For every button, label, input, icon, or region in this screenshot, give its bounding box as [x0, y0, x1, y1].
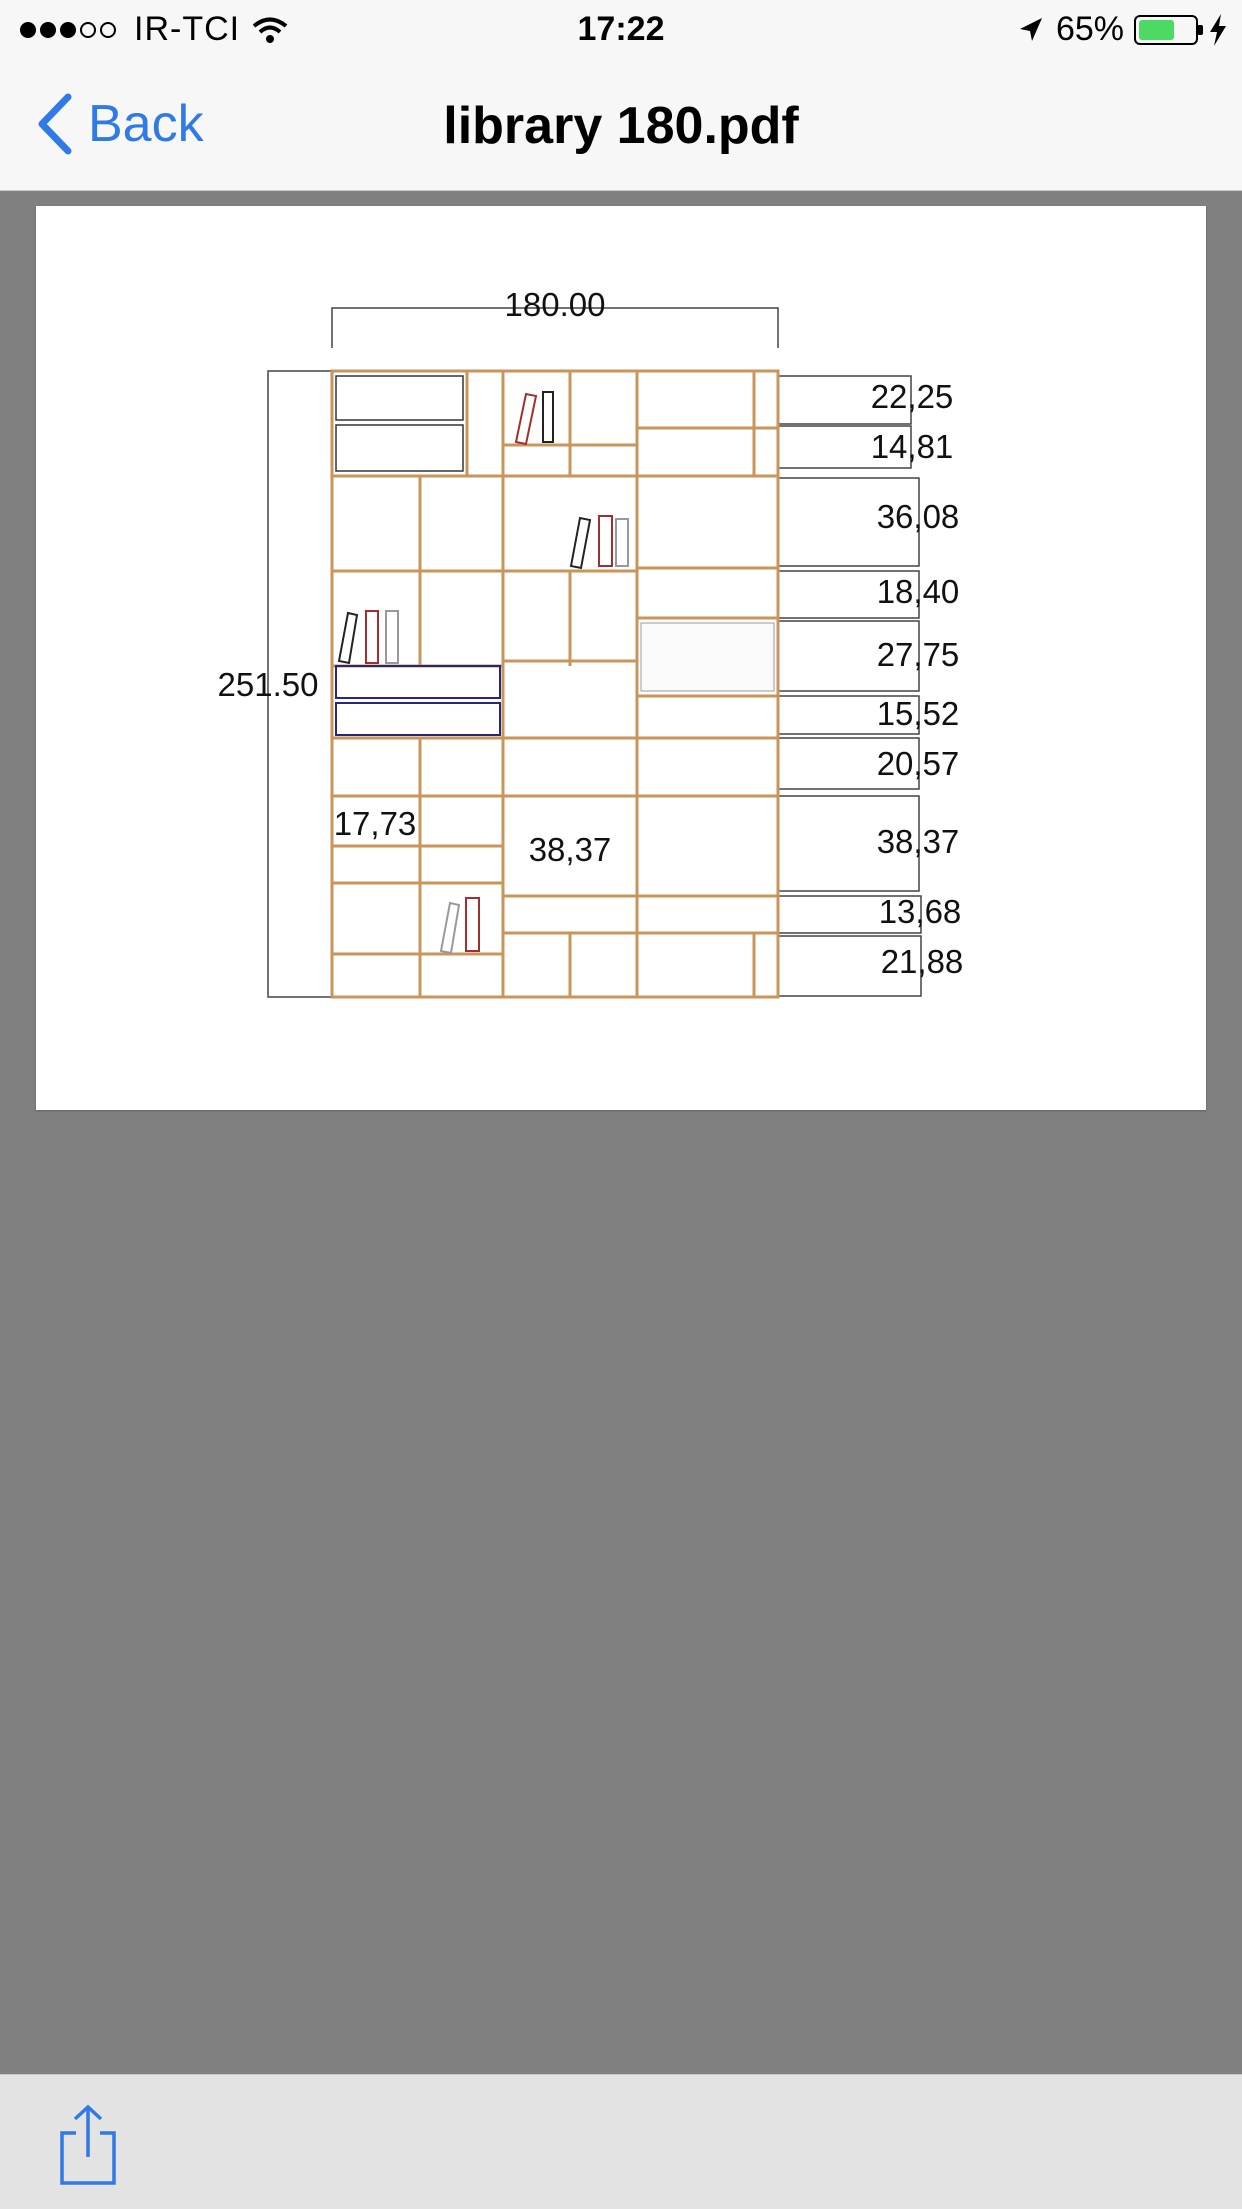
row-dimension-label: 20,57: [876, 745, 960, 782]
bottom-toolbar: [0, 2074, 1242, 2209]
row-dimension-label: 22,25: [870, 378, 954, 415]
share-icon: [56, 2103, 120, 2187]
battery-percent: 65%: [1055, 10, 1124, 48]
document-title: library 180.pdf: [443, 97, 799, 155]
status-bar: [0, 0, 1242, 62]
row-dimension-label: 21,88: [880, 943, 964, 980]
drawers-top-left: [336, 376, 463, 471]
inner-dimension-label: 17,73: [333, 805, 417, 842]
width-dimension-label: 180.00: [504, 286, 606, 323]
battery-icon: [1134, 15, 1198, 45]
row-dimension-label: 27,75: [876, 636, 960, 673]
battery-level-fill: [1139, 20, 1174, 40]
height-dimension-label: 251.50: [217, 666, 319, 703]
carrier-name: IR-TCI: [134, 10, 241, 48]
navigation-bar: [0, 62, 1242, 191]
pdf-viewer[interactable]: [0, 191, 1242, 2074]
grey-panel: [641, 623, 774, 691]
row-dimension-label: 14,81: [870, 428, 954, 465]
row-dimension-label: 18,40: [876, 573, 960, 610]
row-dimension-label: 13,68: [878, 893, 962, 930]
drawers-blue: [336, 666, 500, 735]
row-dimension-label: 15,52: [876, 695, 960, 732]
row-dimension-label: 36,08: [876, 498, 960, 535]
status-right: [1016, 10, 1228, 49]
status-time: 17:22: [577, 10, 665, 48]
row-dimension-label: 38,37: [876, 823, 960, 860]
charging-bolt-icon: [1208, 14, 1228, 46]
bookshelf-drawing: [36, 206, 1206, 1110]
share-button[interactable]: [56, 2103, 120, 2187]
location-arrow-icon: [1016, 15, 1046, 45]
inner-dimension-label: 38,37: [528, 831, 612, 868]
pdf-page[interactable]: [36, 206, 1206, 1110]
back-label: Back: [88, 95, 204, 153]
